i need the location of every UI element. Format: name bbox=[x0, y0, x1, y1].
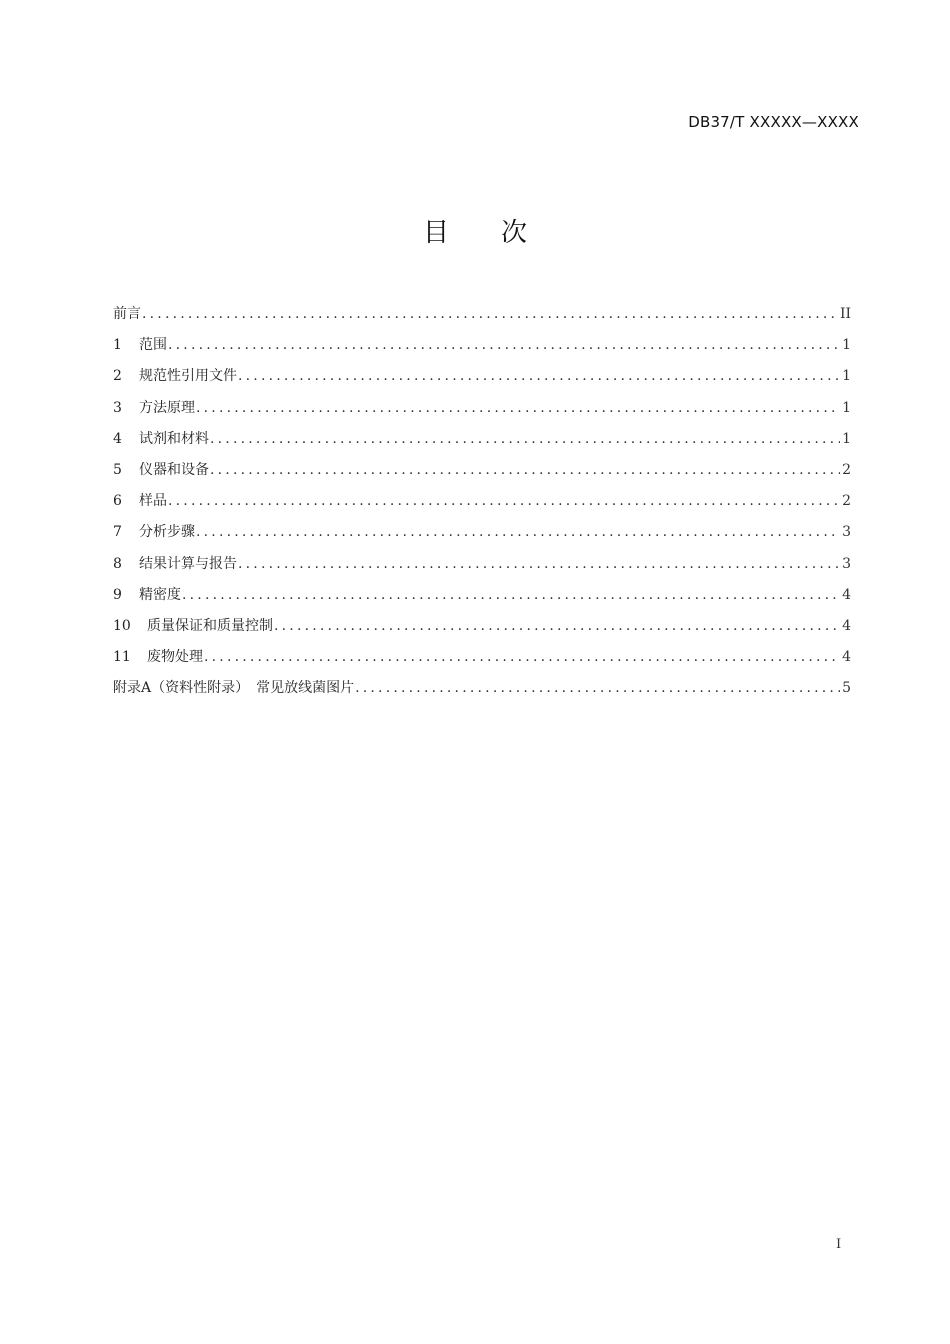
toc-entry-number: 10 bbox=[113, 617, 131, 634]
dot-leader bbox=[210, 458, 840, 482]
dot-leader bbox=[142, 302, 838, 326]
toc-entry-number: 6 bbox=[113, 493, 122, 510]
toc-entry-label: 质量保证和质量控制 bbox=[147, 617, 273, 634]
toc-entry-number: 11 bbox=[113, 649, 131, 666]
toc-entry-quality-control[interactable] bbox=[113, 614, 851, 645]
toc-entry-precision[interactable] bbox=[113, 583, 851, 614]
toc-entry-foreword[interactable] bbox=[113, 302, 851, 333]
toc-entry-apparatus[interactable] bbox=[113, 458, 851, 489]
toc-entry-page: 2 bbox=[842, 461, 851, 478]
dot-leader bbox=[182, 583, 840, 607]
toc-entry-page: 4 bbox=[842, 617, 851, 634]
toc-entry-page: 4 bbox=[842, 586, 851, 603]
toc-title-left: 目 bbox=[422, 218, 449, 248]
toc-entry-label: 范围 bbox=[139, 337, 167, 354]
dot-leader bbox=[196, 396, 840, 420]
dot-leader bbox=[168, 489, 840, 513]
toc-entry-number: 9 bbox=[113, 586, 122, 603]
toc-entry-label: 仪器和设备 bbox=[139, 461, 209, 478]
toc-entry-number: 7 bbox=[113, 524, 122, 541]
toc-entry-number: 8 bbox=[113, 555, 122, 572]
dot-leader bbox=[355, 676, 840, 700]
toc-entry-label: 附录A（资料性附录） 常见放线菌图片 bbox=[113, 680, 355, 697]
toc-entry-principle[interactable] bbox=[113, 396, 851, 427]
dot-leader bbox=[196, 520, 840, 544]
toc-entry-label: 前言 bbox=[113, 306, 141, 322]
page-number: I bbox=[836, 1237, 842, 1252]
dot-leader bbox=[210, 427, 840, 451]
toc-entry-page: 2 bbox=[842, 493, 851, 510]
toc-entry-number: 5 bbox=[113, 461, 122, 478]
document-code: DB37/T XXXXX—XXXX bbox=[688, 113, 859, 131]
toc-entry-label: 方法原理 bbox=[139, 399, 195, 416]
toc-entry-label: 结果计算与报告 bbox=[139, 555, 237, 572]
dot-leader bbox=[274, 614, 840, 638]
toc-entry-label: 分析步骤 bbox=[139, 524, 195, 541]
toc-title-right: 次 bbox=[501, 218, 528, 248]
toc-entry-samples[interactable] bbox=[113, 489, 851, 520]
toc-entry-page: 1 bbox=[842, 368, 851, 385]
toc-entry-label: 试剂和材料 bbox=[139, 430, 209, 447]
toc-entry-number: 1 bbox=[113, 337, 122, 354]
dot-leader bbox=[168, 333, 840, 357]
toc-entry-calculation[interactable] bbox=[113, 552, 851, 583]
toc-entry-reagents[interactable] bbox=[113, 427, 851, 458]
toc-entry-scope[interactable] bbox=[113, 333, 851, 364]
toc-entry-number: 4 bbox=[113, 430, 122, 447]
toc-entry-page: 4 bbox=[842, 649, 851, 666]
toc-entry-number: 3 bbox=[113, 399, 122, 416]
toc-title bbox=[0, 212, 950, 249]
toc-entry-page: II bbox=[839, 306, 851, 322]
dot-leader bbox=[238, 552, 840, 576]
toc-entry-number: 2 bbox=[113, 368, 122, 385]
toc-entry-waste-disposal[interactable] bbox=[113, 645, 851, 676]
toc-entry-page: 3 bbox=[842, 555, 851, 572]
toc-entry-page: 1 bbox=[842, 399, 851, 416]
table-of-contents bbox=[113, 302, 851, 707]
dot-leader bbox=[238, 364, 840, 388]
toc-entry-appendix-a[interactable] bbox=[113, 676, 851, 707]
toc-entry-page: 1 bbox=[842, 430, 851, 447]
toc-entry-label: 样品 bbox=[139, 493, 167, 510]
toc-entry-page: 3 bbox=[842, 524, 851, 541]
toc-entry-label: 规范性引用文件 bbox=[139, 368, 237, 385]
dot-leader bbox=[204, 645, 840, 669]
toc-entry-page: 5 bbox=[842, 680, 851, 697]
toc-entry-label: 废物处理 bbox=[147, 649, 203, 666]
toc-entry-label: 精密度 bbox=[139, 586, 181, 603]
toc-entry-page: 1 bbox=[842, 337, 851, 354]
toc-entry-normative-references[interactable] bbox=[113, 364, 851, 395]
toc-entry-procedure[interactable] bbox=[113, 520, 851, 551]
